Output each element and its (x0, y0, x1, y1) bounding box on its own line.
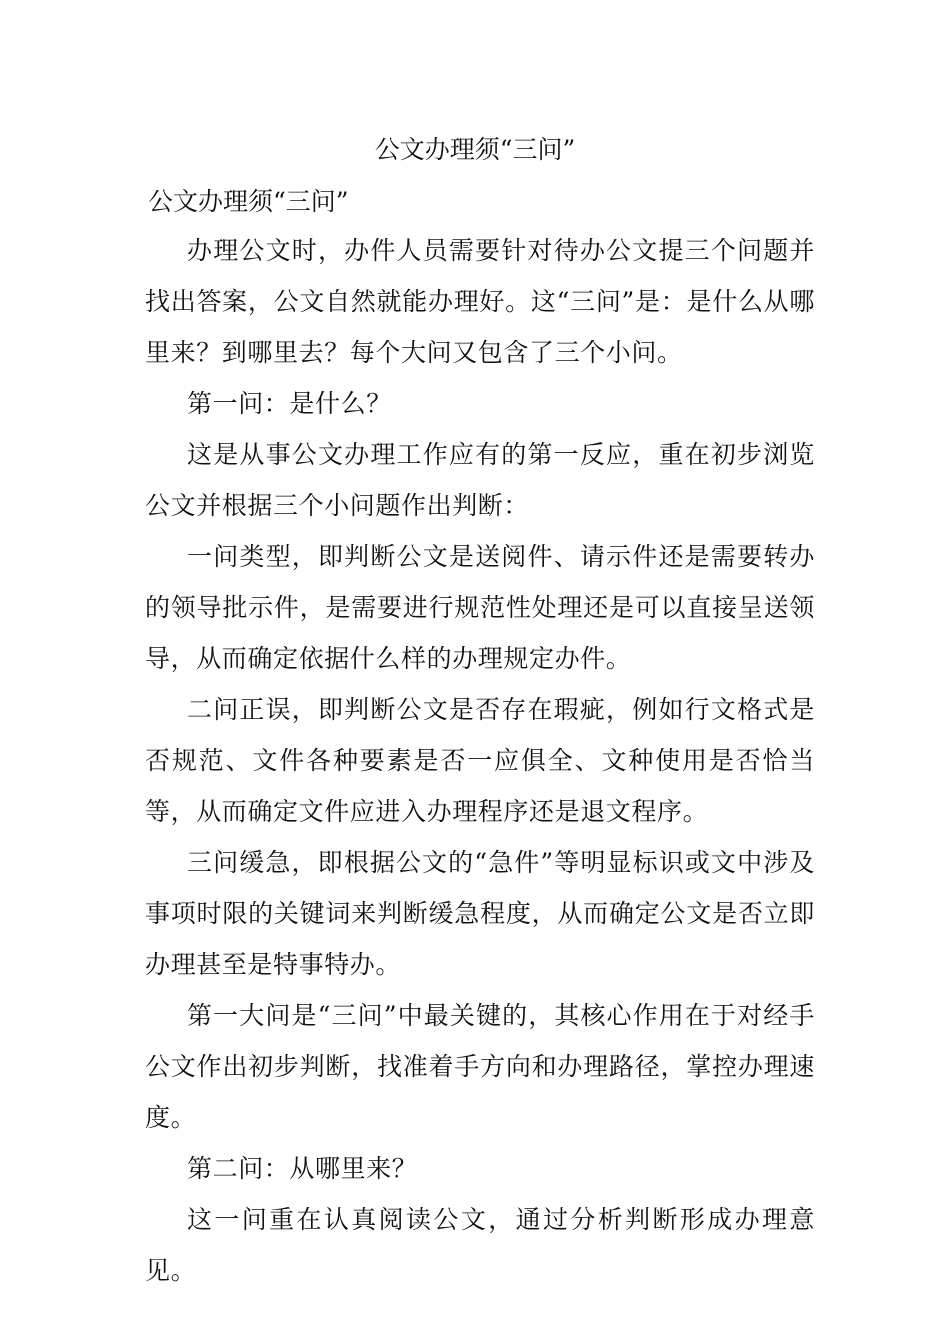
paragraph: 办理公文时，办件人员需要针对待办公文提三个问题并找出答案，公文自然就能办理好。这“三问”是：是什么从哪里来？到哪里去？每个大问又包含了三个小问。 (145, 236, 815, 367)
document-title: 公文办理须“三问” (374, 135, 576, 164)
paragraph: 这是从事公文办理工作应有的第一反应，重在初步浏览公文并根据三个小问题作出判断： (145, 440, 815, 520)
document-body (145, 225, 815, 1296)
document-subtitle: 公文办理须“三问” (148, 187, 349, 216)
section-heading-first-question: 第一问：是什么？ (187, 389, 392, 418)
paragraph: 第一大问是“三问”中最关键的，其核心作用在于对经手公文作出初步判断，找准着手方向和办理路径，掌控办理速度。 (145, 1001, 815, 1132)
paragraph: 二问正误，即判断公文是否存在瑕疵，例如行文格式是否规范、文件各种要素是否一应俱全、文种使用是否恰当等，从而确定文件应进入办理程序还是退文程序。 (145, 695, 815, 826)
paragraph: 这一问重在认真阅读公文，通过分析判断形成办理意见。 (145, 1205, 815, 1285)
section-heading-second-question: 第二问：从哪里来？ (187, 1154, 418, 1183)
paragraph: 一问类型，即判断公文是送阅件、请示件还是需要转办的领导批示件，是需要进行规范性处理还是可以直接呈送领导，从而确定依据什么样的办理规定办件。 (145, 542, 815, 673)
paragraph: 三问缓急，即根据公文的“急件”等明显标识或文中涉及事项时限的关键词来判断缓急程度，从而确定公文是否立即办理甚至是特事特办。 (145, 848, 815, 979)
